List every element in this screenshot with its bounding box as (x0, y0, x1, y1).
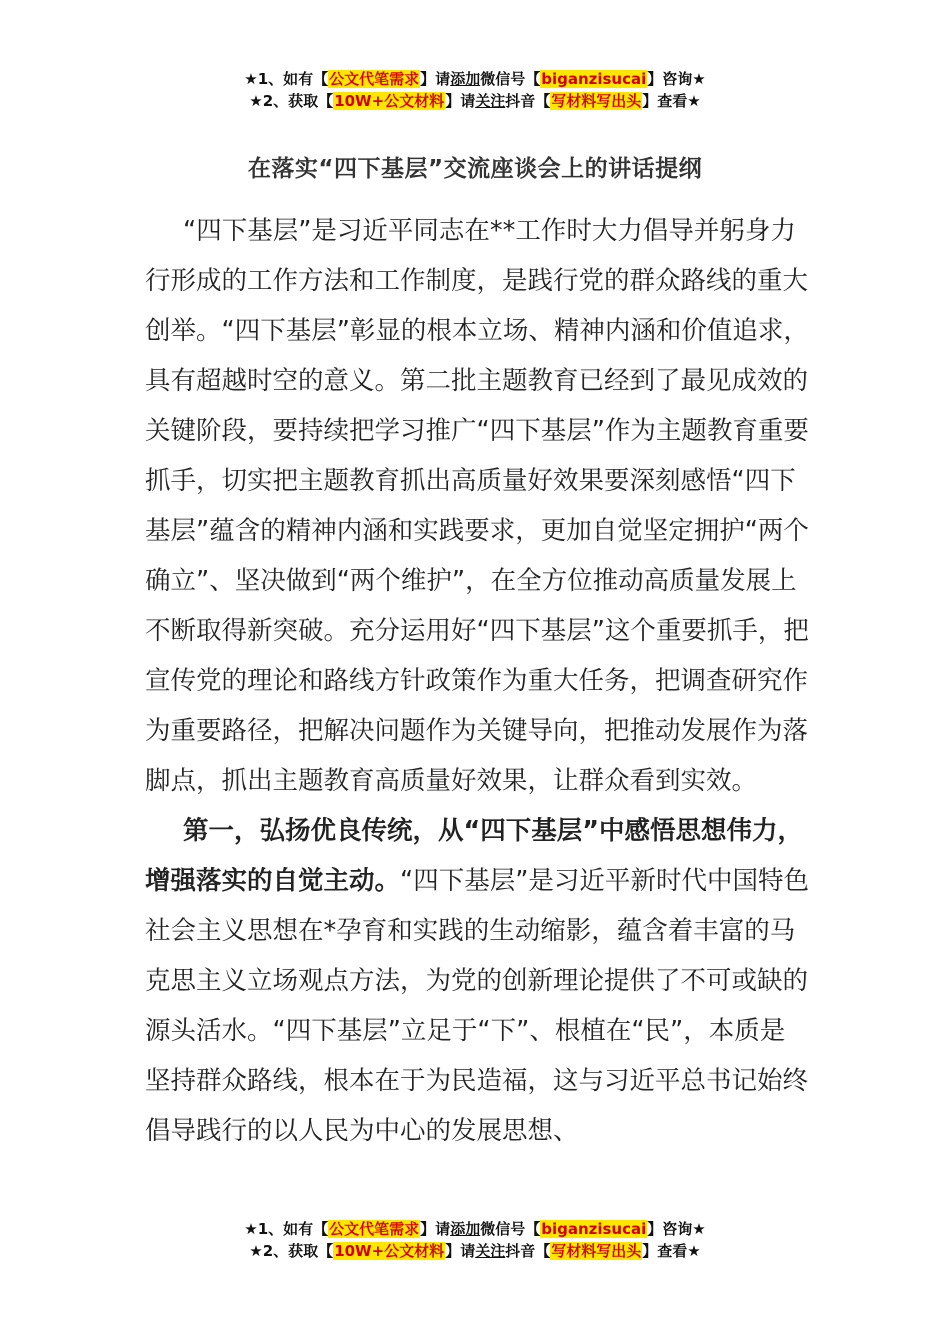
banner-text: ★1、如有【 (244, 1220, 329, 1238)
banner-text: 】咨询★ (647, 1220, 706, 1238)
paragraph-1 (145, 206, 810, 806)
banner-highlight: 10W+公文材料 (334, 1242, 445, 1260)
banner-highlight: 写材料写出头 (551, 1242, 642, 1260)
banner-line-2 (0, 90, 950, 112)
banner-text: 】请 (420, 70, 451, 88)
banner-text: 抖音【 (505, 92, 551, 110)
banner-text: 】请 (445, 92, 476, 110)
banner-highlight: biganzisucai (541, 1220, 647, 1238)
banner-text: 微信号【 (480, 70, 541, 88)
paragraph-2-text: “四下基层”是习近平新时代中国特色社会主义思想在*孕育和实践的生动缩影，蕴含着丰富的马克思主义立场观点方法，为党的创新理论提供了不可或缺的源头活水。“四下基层”立足于“下”、根植在“民”，本质是坚持群众路线，根本在于为民造福，这与习近平总书记始终倡导践行的以人民为中心的发展思想、 (145, 866, 809, 1146)
banner-text: 】查看★ (642, 1242, 701, 1260)
banner-underlined: 添加 (450, 70, 481, 88)
banner-text: 】咨询★ (647, 70, 706, 88)
banner-underlined: 关注 (475, 92, 506, 110)
banner-line-1 (0, 1218, 950, 1240)
banner-highlight: 写材料写出头 (551, 92, 642, 110)
banner-text: ★1、如有【 (244, 70, 329, 88)
banner-highlight: 公文代笔需求 (329, 70, 420, 88)
banner-underlined: 添加 (450, 1220, 481, 1238)
banner-highlight: 公文代笔需求 (329, 1220, 420, 1238)
document-title: 在落实“四下基层”交流座谈会上的讲话提纲 (247, 156, 703, 182)
paragraph-2 (145, 806, 810, 1156)
document-body (145, 206, 810, 1156)
banner-text: 微信号【 (480, 1220, 541, 1238)
footer-banner (0, 1218, 950, 1262)
banner-text: 】查看★ (642, 92, 701, 110)
banner-highlight: 10W+公文材料 (334, 92, 445, 110)
banner-line-2 (0, 1240, 950, 1262)
banner-text: 】请 (445, 1242, 476, 1260)
banner-text: ★2、获取【 (249, 92, 334, 110)
banner-underlined: 关注 (475, 1242, 506, 1260)
banner-text: 】请 (420, 1220, 451, 1238)
header-banner (0, 68, 950, 112)
paragraph-1-text: “四下基层”是习近平同志在**工作时大力倡导并躬身力行形成的工作方法和工作制度，是践行党的群众路线的重大创举。“四下基层”彰显的根本立场、精神内涵和价值追求，具有超越时空的意义。第二批主题教育已经到了最见成效的关键阶段，要持续把学习推广“四下基层”作为主题教育重要抓手，切实把主题教育抓出高质量好效果要深刻感悟“四下基层”蕴含的精神内涵和实践要求，更加自觉坚定拥护“两个确立”、坚决做到“两个维护”，在全方位推动高质量发展上不断取得新突破。充分运用好“四下基层”这个重要抓手，把宣传党的理论和路线方针政策作为重大任务，把调查研究作为重要路径，把解决问题作为关键导向，把推动发展作为落脚点，抓出主题教育高质量好效果，让群众看到实效。 (145, 216, 809, 796)
banner-line-1 (0, 68, 950, 90)
banner-text: 抖音【 (505, 1242, 551, 1260)
banner-text: ★2、获取【 (249, 1242, 334, 1260)
banner-highlight: biganzisucai (541, 70, 647, 88)
paragraph-2-heading: 第一，弘扬优良传统，从“四下基层”中感悟思想伟力，增强落实的自觉主动。 (145, 816, 804, 896)
